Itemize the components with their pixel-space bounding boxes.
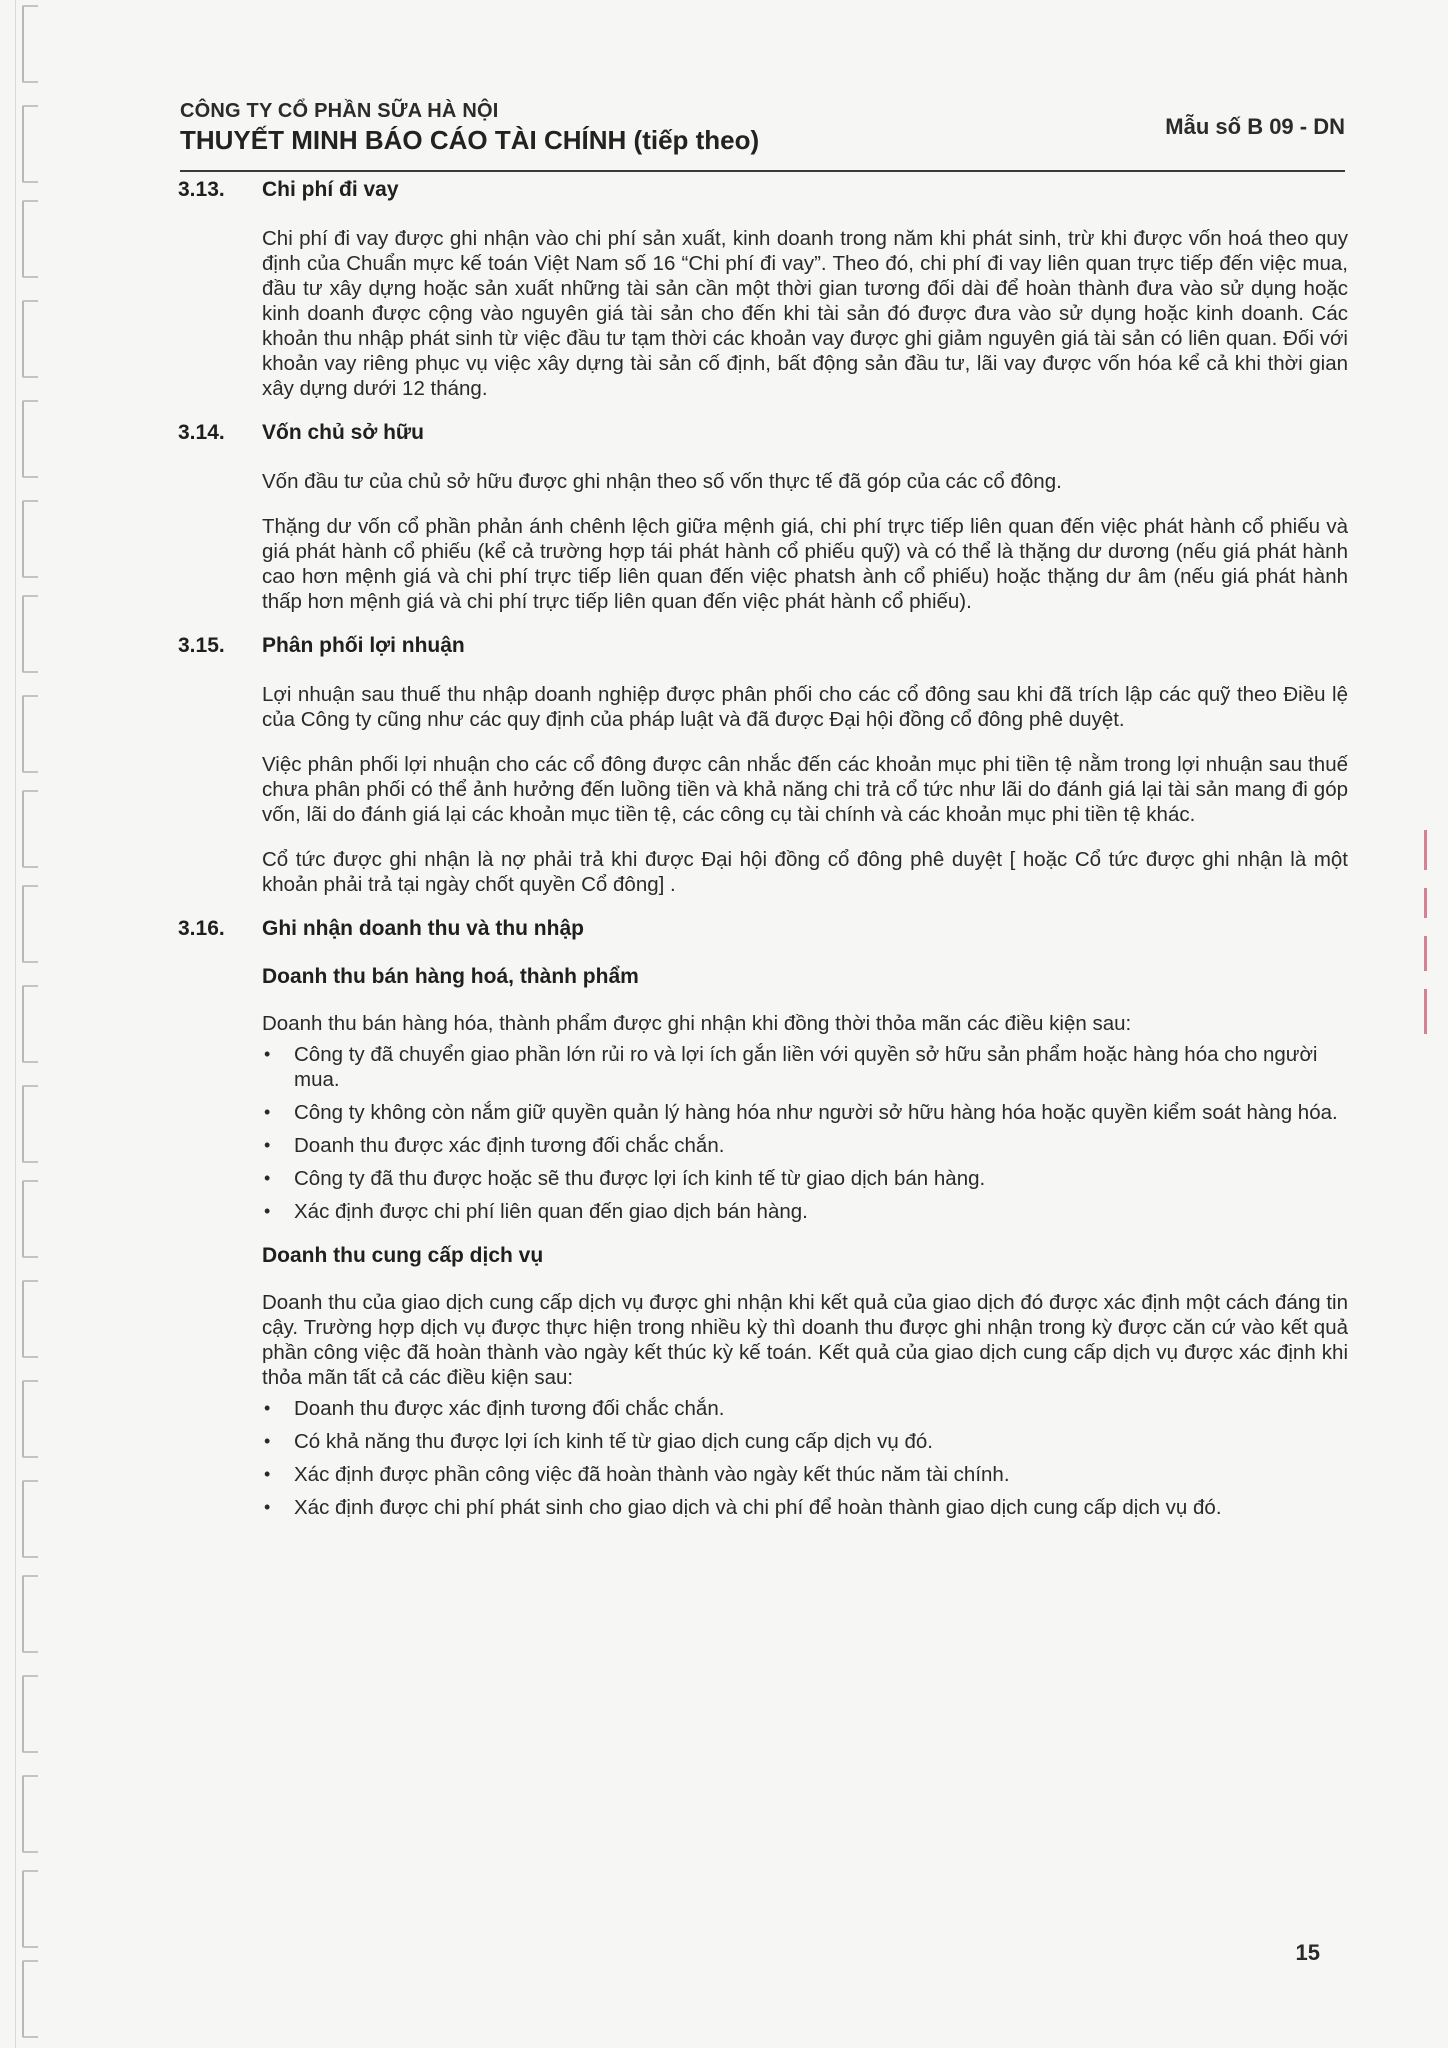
page-number: 15 <box>1295 1940 1320 1965</box>
binder-ring-mark <box>22 985 38 1063</box>
company-name: CÔNG TY CỔ PHẦN SỮA HÀ NỘI <box>180 100 499 122</box>
list-item: • Công ty không còn nắm giữ quyền quản lý hàng hóa như người sở hữu hàng hóa hoặc quyền kiểm soát hàng hóa. <box>264 1101 1338 1124</box>
subsection-title-service-revenue: Doanh thu cung cấp dịch vụ <box>262 1244 544 1267</box>
bullet-icon: • <box>264 1464 271 1484</box>
binder-ring-mark <box>22 5 38 83</box>
binder-ring-mark <box>22 200 38 278</box>
binder-ring-mark <box>22 885 38 963</box>
binding-margin-line <box>15 0 16 2048</box>
section-title: Ghi nhận doanh thu và thu nhập <box>262 917 584 940</box>
paragraph: Cổ tức được ghi nhận là nợ phải trả khi được Đại hội đồng cổ đông phê duyệt [ hoặc Cổ tức được ghi nhận là một khoản phải trả tại ngày chốt quyền Cổ đông] . <box>262 848 1348 896</box>
binder-ring-mark <box>22 1960 38 2038</box>
section-number: 3.15. <box>178 634 225 657</box>
section-3-14 <box>178 421 1348 614</box>
bullet-icon: • <box>264 1497 271 1517</box>
binder-ring-mark <box>22 105 38 183</box>
binder-ring-mark <box>22 1085 38 1163</box>
paragraph: Lợi nhuận sau thuế thu nhập doanh nghiệp được phân phối cho các cổ đông sau khi đã trích lập các quỹ theo Điều lệ của Công ty cũng như các quy định của pháp luật và đã được Đại hội đồng cổ đông phê duyệt. <box>262 683 1348 731</box>
section-3-13 <box>178 178 1348 401</box>
binder-ring-mark <box>22 1870 38 1948</box>
section-heading <box>178 917 1348 941</box>
bullet-icon: • <box>264 1044 271 1064</box>
binder-ring-mark <box>22 1480 38 1558</box>
document-body <box>178 178 1348 1540</box>
section-title: Phân phối lợi nhuận <box>262 634 465 657</box>
margin-signature-marks <box>1415 830 1435 1080</box>
report-title: THUYẾT MINH BÁO CÁO TÀI CHÍNH (tiếp theo) <box>180 125 760 155</box>
conditions-list-goods <box>262 1042 1348 1224</box>
list-item: • Công ty đã chuyển giao phần lớn rủi ro và lợi ích gắn liền với quyền sở hữu sản phẩm hoặc hàng hóa cho người mua. <box>264 1043 1318 1091</box>
binder-ring-mark <box>22 595 38 673</box>
binder-ring-mark <box>22 500 38 578</box>
header-divider <box>180 170 1345 172</box>
list-item: • Doanh thu được xác định tương đối chắc chắn. <box>264 1397 725 1420</box>
section-number: 3.16. <box>178 917 225 940</box>
bullet-icon: • <box>264 1398 271 1418</box>
form-number: Mẫu số B 09 - DN <box>1165 114 1345 139</box>
list-item: • Xác định được chi phí phát sinh cho giao dịch và chi phí để hoàn thành giao dịch cung cấp dịch vụ đó. <box>264 1496 1222 1519</box>
paragraph: Doanh thu của giao dịch cung cấp dịch vụ được ghi nhận khi kết quả của giao dịch đó được xác định một cách đáng tin cậy. Trường hợp dịch vụ được thực hiện trong nhiều kỳ thì doanh thu được ghi nhận trong kỳ được căn cứ vào kết quả phần công việc đã hoàn thành vào ngày kết thúc kỳ kế toán. Kết quả của giao dịch cung cấp dịch vụ được xác định khi thỏa mãn tất cả các điều kiện sau: <box>262 1291 1348 1389</box>
binder-ring-mark <box>22 400 38 478</box>
section-title: Chi phí đi vay <box>262 178 399 201</box>
bullet-icon: • <box>264 1102 271 1122</box>
bullet-icon: • <box>264 1135 271 1155</box>
binder-ring-mark <box>22 1380 38 1458</box>
bullet-icon: • <box>264 1201 271 1221</box>
paragraph: Chi phí đi vay được ghi nhận vào chi phí sản xuất, kinh doanh trong năm khi phát sinh, trừ khi được vốn hoá theo quy định của Chuẩn mực kế toán Việt Nam số 16 “Chi phí đi vay”. Theo đó, chi phí đi vay liên quan trực tiếp đến việc mua, đầu tư xây dựng hoặc sản xuất những tài sản cần một thời gian tương đối dài để hoàn thành đưa vào sử dụng hoặc kinh doanh được cộng vào nguyên giá tài sản cho đến khi tài sản đó được đưa vào sử dụng hoặc kinh doanh. Các khoản thu nhập phát sinh từ việc đầu tư tạm thời các khoản vay được ghi giảm nguyên giá tài sản có liên quan. Đối với khoản vay riêng phục vụ việc xây dựng tài sản cố định, bất động sản đầu tư, lãi vay được vốn hóa kể cả khi thời gian xây dựng dưới 12 tháng. <box>262 227 1348 400</box>
list-item: • Xác định được chi phí liên quan đến giao dịch bán hàng. <box>264 1200 808 1223</box>
section-number: 3.13. <box>178 178 225 201</box>
binder-ring-mark <box>22 790 38 868</box>
list-item: • Công ty đã thu được hoặc sẽ thu được lợi ích kinh tế từ giao dịch bán hàng. <box>264 1167 986 1190</box>
bullet-icon: • <box>264 1431 271 1451</box>
section-3-16 <box>178 917 1348 1520</box>
list-item: • Doanh thu được xác định tương đối chắc chắn. <box>264 1134 725 1157</box>
binder-ring-mark <box>22 1280 38 1358</box>
binder-ring-mark <box>22 1675 38 1753</box>
paragraph: Vốn đầu tư của chủ sở hữu được ghi nhận theo số vốn thực tế đã góp của các cổ đông. <box>262 470 1062 493</box>
paragraph: Doanh thu bán hàng hóa, thành phẩm được ghi nhận khi đồng thời thỏa mãn các điều kiện sau: <box>262 1012 1132 1035</box>
subsection-title-goods-revenue: Doanh thu bán hàng hoá, thành phẩm <box>262 965 639 988</box>
binder-ring-mark <box>22 1575 38 1653</box>
section-heading <box>178 634 1348 658</box>
binder-ring-mark <box>22 1775 38 1853</box>
page-header <box>180 100 1345 156</box>
bullet-icon: • <box>264 1168 271 1188</box>
section-number: 3.14. <box>178 421 225 444</box>
section-heading <box>178 178 1348 202</box>
paragraph: Thặng dư vốn cổ phần phản ánh chênh lệch giữa mệnh giá, chi phí trực tiếp liên quan đến việc phát hành cổ phiếu và giá phát hành cổ phiếu (kể cả trường hợp tái phát hành cổ phiếu quỹ) và có thể là thặng dư dương (nếu giá phát hành cao hơn mệnh giá và chi phí trực tiếp liên quan đến việc phatsh ành cổ phiếu) hoặc thặng dư âm (nếu giá phát hành thấp hơn mệnh giá và chi phí trực tiếp liên quan đến việc phát hành cổ phiếu). <box>262 515 1348 613</box>
section-3-15 <box>178 634 1348 897</box>
paragraph: Việc phân phối lợi nhuận cho các cổ đông được cân nhắc đến các khoản mục phi tiền tệ nằm trong lợi nhuận sau thuế chưa phân phối có thể ảnh hưởng đến luồng tiền và khả năng chi trả cổ tức như lãi do đánh giá lại tài sản mang đi góp vốn, lãi do đánh giá lại các khoản mục tiền tệ, các công cụ tài chính và các khoản mục phi tiền tệ khác. <box>262 753 1348 826</box>
binder-ring-mark <box>22 1180 38 1258</box>
list-item: • Có khả năng thu được lợi ích kinh tế từ giao dịch cung cấp dịch vụ đó. <box>264 1430 933 1453</box>
binder-ring-mark <box>22 300 38 378</box>
list-item: • Xác định được phần công việc đã hoàn thành vào ngày kết thúc năm tài chính. <box>264 1463 1010 1486</box>
section-heading <box>178 421 1348 445</box>
conditions-list-services <box>262 1396 1348 1520</box>
section-title: Vốn chủ sở hữu <box>262 421 424 444</box>
binder-ring-mark <box>22 695 38 773</box>
